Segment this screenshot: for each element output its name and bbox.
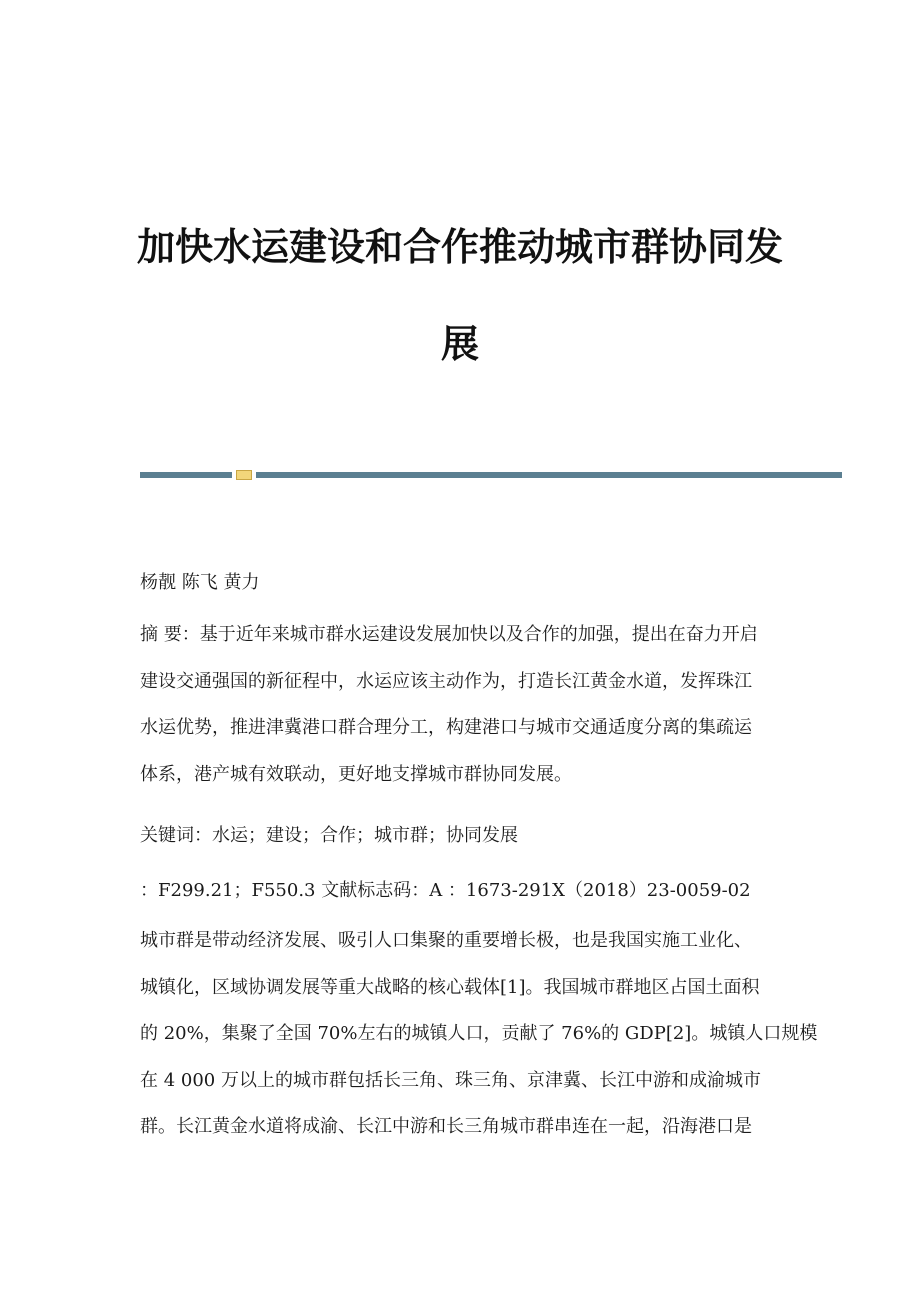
divider-bar-left [140,472,232,478]
abstract-line: 体系，港产城有效联动，更好地支撑城市群协同发展。 [140,763,572,785]
classification-codes: ：F299.21；F550.3 文献标志码：A ：1673-291X（2018）23-0059-02 [140,880,751,901]
body-line: 的 20%，集聚了全国 70%左右的城镇人口，贡献了 76%的 GDP[2]。城镇人口规模 [140,1023,818,1044]
body-line: 城市群是带动经济发展、吸引人口集聚的重要增长极，也是我国实施工业化、 [140,930,752,951]
authors: 杨靓 陈飞 黄力 [140,572,260,593]
body-paragraph [140,918,818,1151]
document-title-line-1: 加快水运建设和合作推动城市群协同发 [136,225,783,269]
divider-ornament-icon [236,470,252,480]
title-divider [140,470,842,479]
keywords: 关键词：水运；建设；合作；城市群；协同发展 [140,825,518,846]
abstract-line: 水运优势，推进津冀港口群合理分工，构建港口与城市交通适度分离的集疏运 [140,717,752,738]
abstract [140,612,790,798]
document-title-line-2: 展 [440,322,479,366]
body-line: 在 4 000 万以上的城市群包括长三角、珠三角、京津冀、长江中游和成渝城市 [140,1069,761,1091]
abstract-line: 摘 要：基于近年来城市群水运建设发展加快以及合作的加强，提出在奋力开启 [140,624,758,645]
body-line: 城镇化，区域协调发展等重大战略的核心载体[1]。我国城市群地区占国土面积 [140,976,760,998]
divider-bar-right [256,472,842,478]
abstract-line: 建设交通强国的新征程中，水运应该主动作为，打造长江黄金水道，发挥珠江 [140,670,752,692]
body-line: 群。长江黄金水道将成渝、长江中游和长三角城市群串连在一起，沿海港口是 [140,1116,752,1137]
